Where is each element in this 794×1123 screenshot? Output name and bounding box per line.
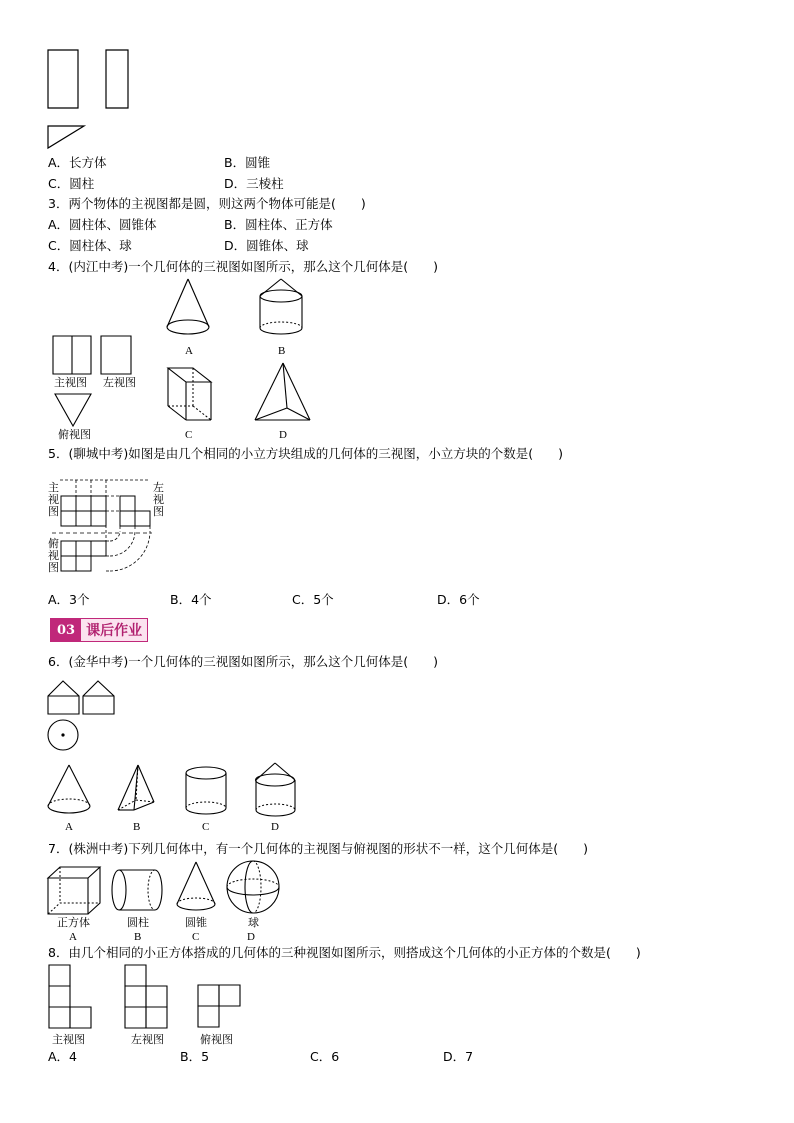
q8-left-view-figure [124,963,170,1031]
q5-stem: 5．(聊城中考)如图是由几个相同的小立方块组成的几何体的三视图，小立方块的个数是( ) [48,446,563,461]
q8-top-view-figure [197,984,243,1030]
q2-front-view-figure [46,48,136,110]
q3-option-c: C．圆柱体、球 [48,238,132,253]
q8-option-b: B．5 [180,1049,210,1064]
section-header-badge [50,618,148,642]
q4-choice-d-pyramid [252,360,314,426]
q8-option-c: C．6 [310,1049,340,1064]
q8-top-view-label: 俯视图 [200,1034,233,1046]
q6-three-views-figure [46,676,120,752]
q7-cone-shape [173,860,219,916]
q4-choice-c-triangular-prism [165,364,215,424]
q5-option-a: A．3个 [48,592,90,607]
q8-stem: 8．由几个相同的小正方体搭成的几何体的三种视图如图所示，则搭成这个几何体的小正方体的个数是( ) [48,945,641,960]
q6-stem: 6．(金华中考)一个几何体的三视图如图所示，那么这个几何体是( ) [48,654,438,669]
q4-choice-a-label: A [185,345,193,357]
section-number: 03 [51,619,81,641]
q3-stem: 3．两个物体的主视图都是圆，则这两个物体可能是( ) [48,196,366,211]
q5-front-view-label: 主 视 图 [48,482,59,518]
q7-choice-d-label: D [247,931,255,943]
q6-choice-b-pyramid [114,762,164,820]
q2-top-view-triangle [46,124,88,152]
q7-sphere-name: 球 [248,917,259,929]
q3-option-b: B．圆柱体、正方体 [224,217,333,232]
q7-cube-shape [46,864,104,916]
q7-sphere-shape [224,858,282,916]
q6-choice-c-label: C [202,821,210,833]
q3-option-a: A．圆柱体、圆锥体 [48,217,157,232]
q8-front-view-label: 主视图 [52,1034,85,1046]
q4-choice-d-label: D [279,429,287,441]
q7-stem: 7．(株洲中考)下列几何体中，有一个几何体的主视图与俯视图的形状不一样，这个几何体是( ) [48,841,588,856]
q7-cylinder-shape [110,866,166,916]
q8-option-a: A．4 [48,1049,78,1064]
q5-option-c: C．5个 [292,592,334,607]
q5-left-view-label: 左 视 图 [153,482,164,518]
q4-choice-b-cylinder-with-cone [255,276,307,340]
q6-choice-d-label: D [271,821,279,833]
q7-cone-name: 圆锥 [185,917,207,929]
q3-option-d: D．圆锥体、球 [224,238,309,253]
q4-stem: 4．(内江中考)一个几何体的三视图如图所示，那么这个几何体是( ) [48,259,438,274]
q6-choice-a-cone [44,762,94,820]
q6-choice-c-cylinder [183,764,229,820]
q2-option-c: C．圆柱 [48,176,95,191]
q8-front-view-figure [48,963,94,1031]
q5-option-d: D．6个 [437,592,480,607]
q5-three-views-figure [60,478,152,574]
q6-choice-b-label: B [133,821,141,833]
q7-cylinder-name: 圆柱 [127,917,149,929]
q4-choice-a-cone [162,276,214,340]
q8-left-view-label: 左视图 [131,1034,164,1046]
q2-option-d: D．三棱柱 [224,176,284,191]
q7-choice-a-label: A [69,931,77,943]
q2-option-b: B．圆锥 [224,155,271,170]
q5-top-view-label: 俯 视 图 [48,538,59,574]
q7-cube-name: 正方体 [57,917,90,929]
q4-left-view-label: 左视图 [103,377,136,389]
q4-choice-b-label: B [278,345,286,357]
q4-choice-c-label: C [185,429,193,441]
q7-choice-b-label: B [134,931,142,943]
q7-choice-c-label: C [192,931,200,943]
q2-option-a: A．长方体 [48,155,107,170]
q8-option-d: D．7 [443,1049,474,1064]
q6-choice-d-cylinder-with-cone [252,760,300,820]
q6-choice-a-label: A [65,821,73,833]
q4-front-view-label: 主视图 [54,377,87,389]
q4-top-view-label: 俯视图 [58,429,91,441]
q5-option-b: B．4个 [170,592,212,607]
section-title: 课后作业 [81,619,147,641]
